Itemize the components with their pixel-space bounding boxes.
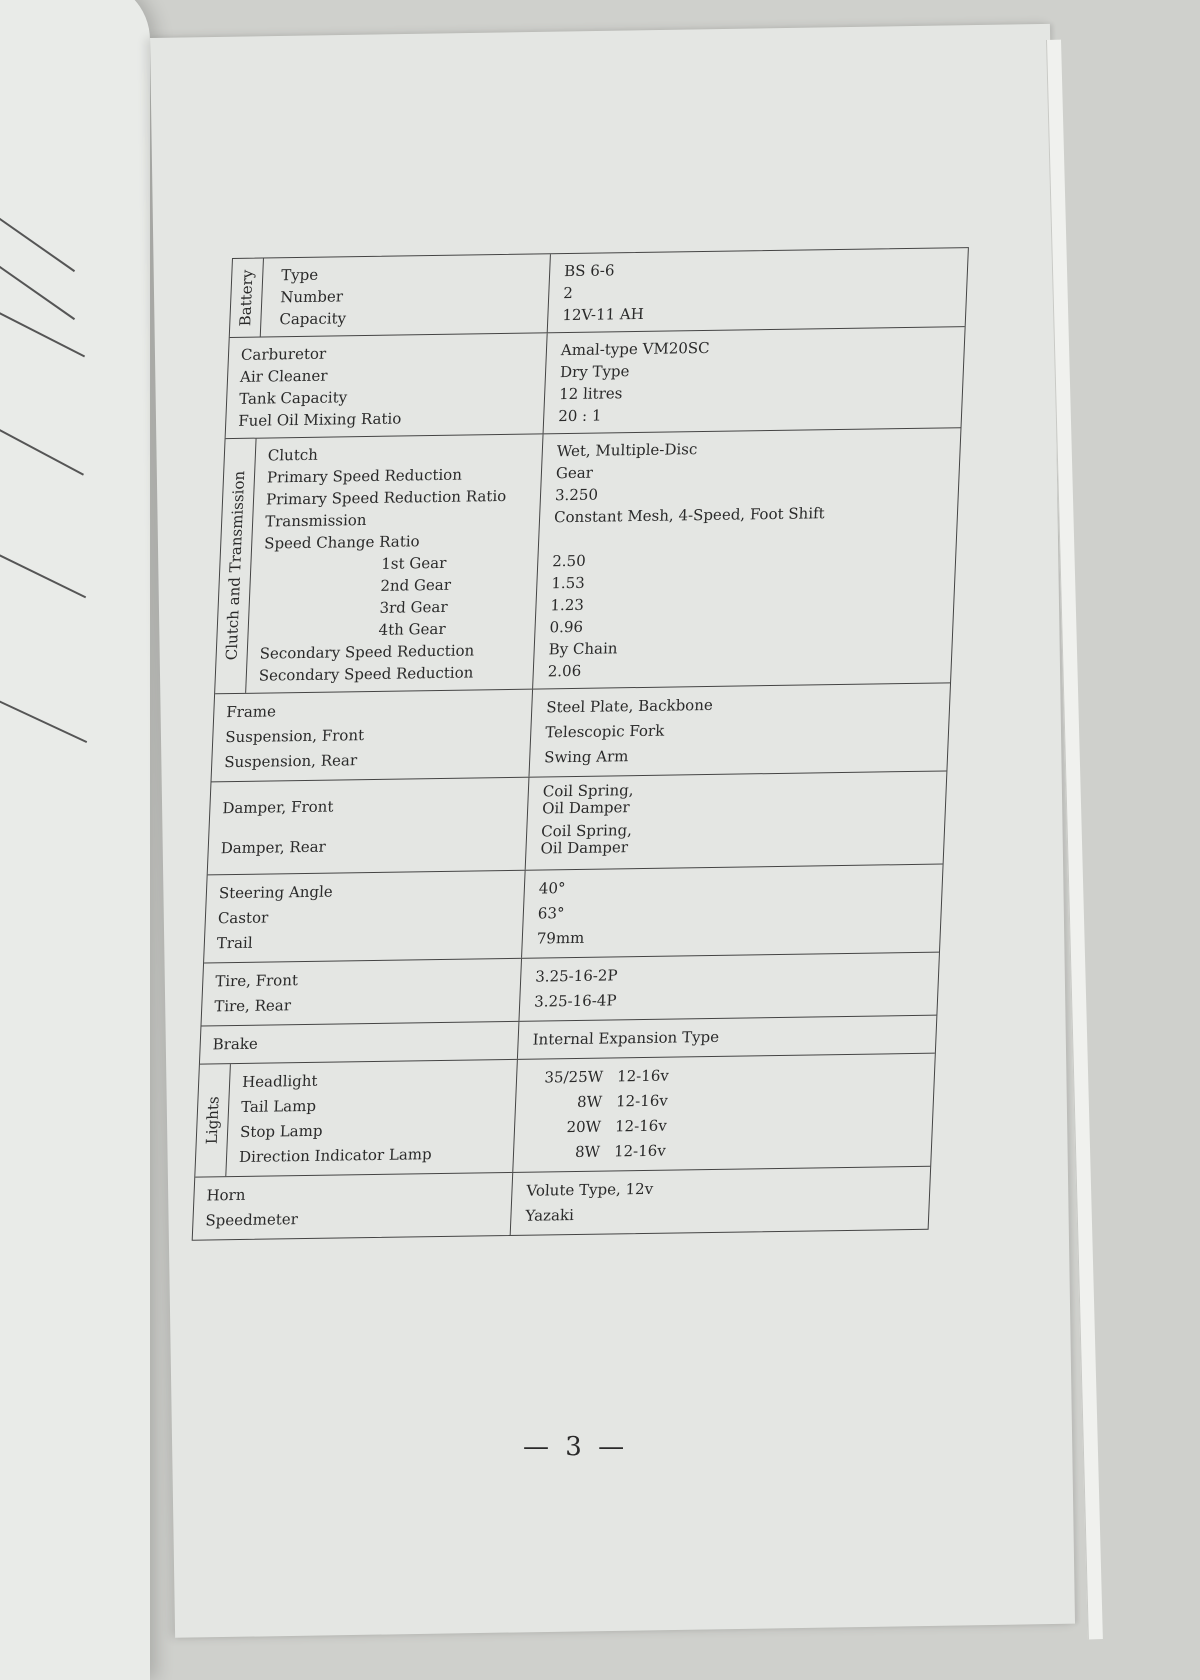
spec-label: 2nd Gear (380, 575, 452, 595)
spec-label: Damper, Front (222, 797, 334, 818)
spec-label: Type (280, 265, 319, 285)
spec-value: 20 : 1 (557, 406, 602, 426)
spec-value: 3.25-16-4P (533, 991, 617, 1011)
steering-section (204, 865, 943, 964)
voltage: 12-16v (614, 1116, 668, 1136)
spec-label: Primary Speed Reduction Ratio (265, 486, 507, 509)
wattage: 35/25W (544, 1067, 604, 1087)
frame-section (211, 683, 950, 782)
spec-label: Suspension, Rear (223, 751, 358, 772)
spec-label: 1st Gear (380, 553, 447, 573)
lights-values (513, 1054, 935, 1172)
left-page-rule (0, 292, 85, 357)
spec-value: Steel Plate, Backbone (545, 695, 714, 717)
fuel-section (226, 327, 965, 439)
left-page-rule (0, 190, 75, 272)
voltage: 12-16v (613, 1141, 667, 1161)
horn-values (511, 1167, 931, 1235)
transmission-labels (246, 434, 542, 692)
damper-section (208, 771, 947, 875)
spec-value: 0.96 (549, 617, 584, 637)
lights-labels-col (195, 1060, 518, 1177)
spec-value: Amal-type VM20SC (560, 338, 710, 360)
spec-value: Oil Damper (540, 838, 629, 858)
spec-label: Number (279, 287, 344, 307)
spec-value: By Chain (548, 639, 618, 659)
spec-label: Frame (225, 702, 277, 722)
spec-value: Dry Type (559, 362, 630, 382)
spec-value: 3.25-16-2P (534, 966, 618, 986)
spec-value: 12 litres (558, 384, 623, 404)
horn-labels (193, 1173, 513, 1240)
fuel-values (544, 327, 965, 433)
spec-label: Brake (212, 1034, 259, 1054)
left-page-rule (0, 535, 86, 598)
spec-value: BS 6-6 (563, 261, 615, 281)
brake-labels (200, 1022, 518, 1064)
spec-label: Stop Lamp (239, 1121, 323, 1141)
steering-values (522, 865, 943, 958)
spec-value: Coil Spring, (542, 781, 634, 801)
wattage: 8W (574, 1142, 601, 1162)
spec-label: Direction Indicator Lamp (238, 1145, 433, 1167)
spec-label: 3rd Gear (379, 597, 448, 617)
page-number: — 3 — (523, 1432, 629, 1462)
spec-label: Speed Change Ratio (263, 532, 421, 553)
spec-label: Headlight (241, 1071, 318, 1091)
spec-value: 3.250 (554, 485, 599, 505)
spec-label: Castor (217, 908, 269, 928)
spec-value: 2.06 (547, 661, 582, 681)
spec-label: Primary Speed Reduction (266, 465, 463, 487)
specification-table (192, 247, 969, 1241)
spec-value: Internal Expansion Type (532, 1027, 720, 1049)
wattage: 20W (566, 1117, 602, 1137)
left-page-rule (0, 682, 87, 743)
left-page (0, 0, 150, 1680)
spec-label: Secondary Speed Reduction (258, 663, 474, 685)
steering-labels-col (204, 871, 526, 963)
battery-group-label (230, 259, 264, 338)
damper-labels-col (208, 778, 530, 875)
spec-label: 4th Gear (378, 619, 446, 639)
spec-label: Capacity (279, 309, 347, 329)
spec-value: 12V-11 AH (562, 304, 645, 325)
spec-label: Steering Angle (218, 882, 334, 903)
voltage: 12-16v (615, 1091, 669, 1111)
frame-values (529, 683, 950, 776)
steering-labels (204, 871, 525, 963)
tire-section (201, 953, 939, 1027)
lights-section (195, 1054, 935, 1178)
battery-section (230, 248, 968, 338)
spec-value: Oil Damper (541, 798, 631, 818)
brake-labels-col (200, 1022, 519, 1064)
spec-value: 40° (538, 879, 566, 898)
battery-labels (261, 254, 550, 336)
spec-label: Carburetor (240, 344, 327, 364)
left-page-rule (0, 238, 75, 320)
lights-group-label (195, 1064, 231, 1177)
transmission-labels-col (215, 434, 543, 693)
spec-label: Transmission (264, 511, 367, 531)
spec-value: Gear (555, 463, 594, 483)
spec-value: Constant Mesh, 4-Speed, Foot Shift (553, 504, 826, 527)
spec-label: Tank Capacity (238, 388, 348, 408)
left-page-rule (0, 408, 84, 475)
lights-labels (226, 1060, 517, 1176)
spec-label: Speedmeter (205, 1210, 299, 1230)
damper-rear-value (540, 818, 931, 864)
frame-labels-col (212, 690, 534, 782)
spec-label: Clutch (267, 445, 319, 465)
spec-value: Wet, Multiple-Disc (556, 440, 698, 461)
spec-label: Tail Lamp (240, 1096, 317, 1116)
horn-labels-col (193, 1173, 514, 1240)
spec-value: 1.53 (551, 573, 586, 593)
battery-labels-col (230, 254, 551, 337)
battery-values (548, 248, 968, 332)
tire-labels-col (202, 959, 523, 1026)
spec-label: Tire, Front (214, 971, 299, 991)
brake-values (518, 1016, 936, 1059)
transmission-section (215, 428, 960, 694)
spec-label: Suspension, Front (224, 726, 365, 747)
spec-value: 1.23 (550, 595, 585, 615)
spec-label: Trail (216, 933, 253, 953)
spec-value: 2.50 (551, 551, 587, 571)
tire-values (519, 953, 939, 1021)
battery-group-text: Battery (236, 269, 257, 327)
spec-label: Fuel Oil Mixing Ratio (237, 409, 402, 430)
lights-group-text: Lights (202, 1096, 223, 1145)
wattage: 8W (576, 1092, 603, 1111)
damper-values (526, 771, 947, 869)
spec-value: 79mm (536, 928, 585, 948)
spec-label: Air Cleaner (239, 366, 328, 386)
spec-value: 63° (537, 904, 565, 923)
spec-value: Yazaki (525, 1206, 575, 1225)
fuel-labels-col (226, 333, 548, 438)
spec-value: Swing Arm (543, 747, 629, 767)
spec-value: Volute Type, 12v (526, 1179, 654, 1200)
fuel-labels (226, 333, 547, 438)
spec-value: Coil Spring, (540, 821, 633, 841)
spec-value: 2 (562, 283, 574, 303)
tire-labels (202, 959, 522, 1026)
damper-front-value (542, 778, 933, 824)
horn-section (193, 1167, 930, 1240)
transmission-group-text: Clutch and Transmission (222, 471, 249, 661)
spec-label: Tire, Rear (213, 996, 292, 1016)
light-value-row (528, 1135, 918, 1166)
transmission-values (533, 428, 960, 688)
voltage: 12-16v (616, 1066, 670, 1086)
spec-value: Telescopic Fork (544, 721, 665, 742)
spec-label: Horn (206, 1185, 246, 1205)
frame-labels (212, 690, 533, 782)
spec-label: Secondary Speed Reduction (259, 641, 475, 663)
spec-label: Damper, Rear (220, 837, 327, 858)
damper-labels (208, 778, 529, 875)
